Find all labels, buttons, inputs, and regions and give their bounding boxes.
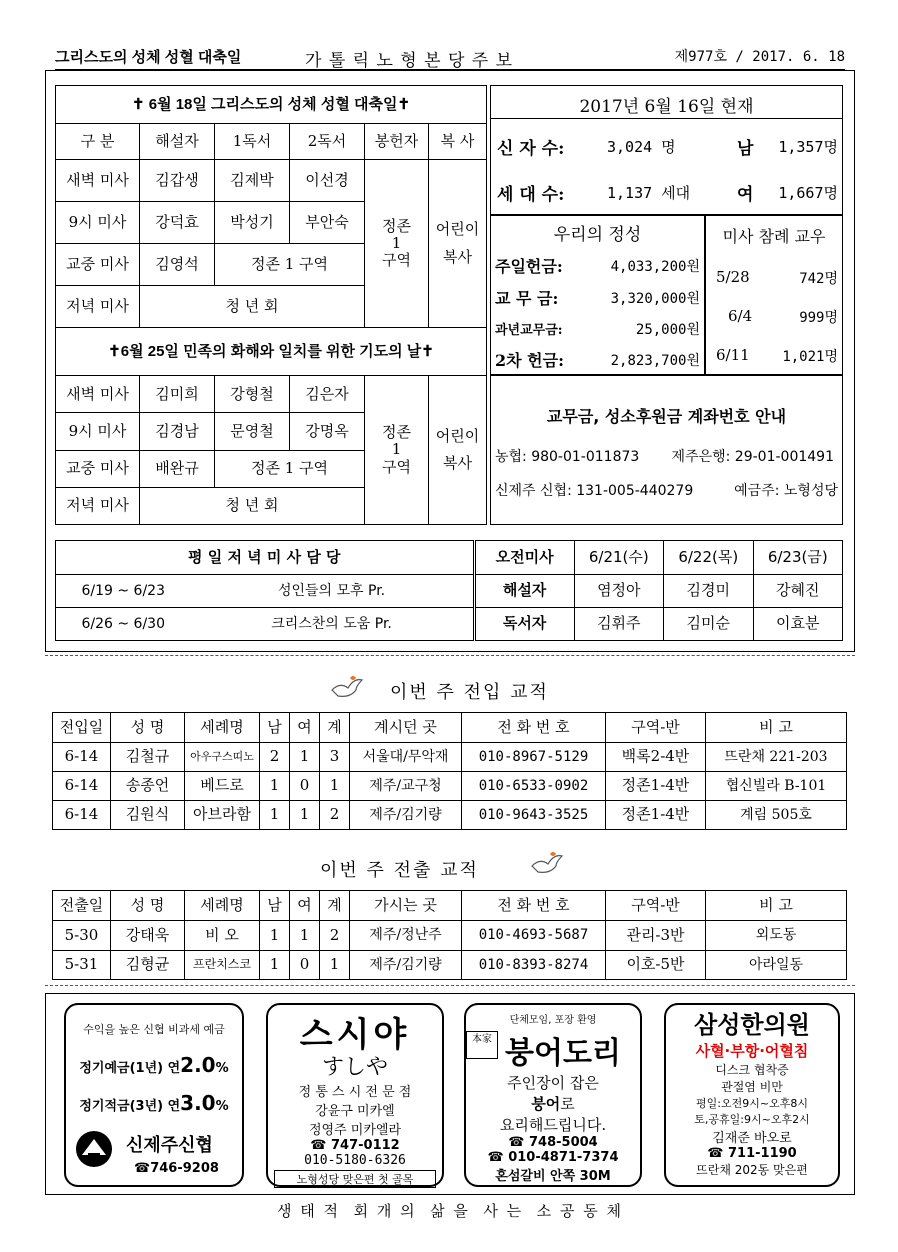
- offertory-cell: 정존 1 구역: [365, 376, 429, 525]
- morning-date: 6/22(목): [664, 541, 753, 575]
- ad4-doctor: 김재준 바오로: [712, 1131, 792, 1146]
- ad3-title: 붕어도리: [505, 1036, 621, 1071]
- ad1-name: 신제주신협: [126, 1135, 213, 1156]
- attendance-block: [705, 215, 843, 375]
- col-header: 비 고: [706, 713, 847, 743]
- ad4-sub: 사혈·부항·어혈침: [695, 1042, 809, 1060]
- divider: [45, 985, 855, 986]
- col-header: 남: [260, 891, 290, 921]
- offering-value: 4,033,200원: [610, 259, 700, 275]
- attendance-date: 6/4: [728, 307, 753, 325]
- cell: 강덕효: [140, 202, 215, 244]
- ad4-line: 디스크 협착증: [715, 1063, 789, 1077]
- role-label: 독서자: [474, 608, 574, 641]
- cell: 부안숙: [290, 202, 365, 244]
- table-row: 6-14 송종언 베드로 1 0 1 제주/교구청 010-6533-0902 정존1-4반 협신빌라 B-101: [53, 772, 847, 801]
- cell: 이효분: [753, 608, 842, 641]
- female-label: 여: [737, 185, 754, 205]
- col-header: 계: [320, 891, 350, 921]
- cell: 김미희: [140, 376, 215, 413]
- header-feast: 그리스도의 성체 성혈 대축일: [55, 49, 242, 66]
- attendance-count: 999명: [799, 310, 838, 326]
- ad2-mobile: 010-5180-6326: [304, 1153, 406, 1168]
- ad1-top: 수익을 높은 신협 비과세 예금: [83, 1023, 225, 1036]
- shinhyup-logo-icon: [74, 1129, 114, 1169]
- offering-block: [490, 215, 705, 375]
- weekday-group: 크리스찬의 도움 Pr.: [191, 608, 475, 641]
- cell: 김경남: [140, 413, 215, 450]
- col-header: 전 화 번 호: [462, 891, 606, 921]
- col-header: 비 고: [706, 891, 847, 921]
- morning-date: 6/23(금): [753, 541, 842, 575]
- cell: 김은자: [290, 376, 365, 413]
- households-count: 1,137 세대: [607, 184, 691, 202]
- mass-schedule-2: [55, 327, 487, 525]
- dove-icon: [330, 672, 364, 702]
- cell: 김휘주: [574, 608, 663, 641]
- header-cell: 구 분: [56, 124, 140, 160]
- cell: 김미순: [664, 608, 753, 641]
- ad2-owner: 정영주 미카엘라: [308, 1123, 402, 1138]
- moveout-heading: [320, 848, 580, 882]
- mass-time: 새벽 미사: [56, 376, 140, 413]
- cell: 문영철: [215, 413, 290, 450]
- col-header: 전출일: [53, 891, 111, 921]
- col-header: 여: [290, 891, 320, 921]
- account-jeju: 제주은행: 29-01-001491: [671, 449, 834, 465]
- morning-header: 오전미사: [474, 541, 574, 575]
- movein-heading: [330, 672, 590, 706]
- offering-label: 2차 헌금:: [495, 351, 564, 370]
- cell: 염정아: [574, 575, 663, 608]
- header-title: 가 톨 릭 노 형 본 당 주 보: [305, 51, 514, 71]
- ad2-owner: 강윤구 미카엘: [315, 1104, 395, 1119]
- ad3-line: 요리해드립니다.: [499, 1116, 607, 1134]
- ad3-top: 단체모임, 포장 환영: [509, 1015, 597, 1026]
- ad4-title: 삼성한의원: [694, 1011, 810, 1039]
- cell: 김경미: [664, 575, 753, 608]
- ad3-tel: ☎ 748-5004: [508, 1135, 598, 1150]
- attendance-count: 742명: [799, 271, 838, 287]
- ad2-sub: 정 통 스 시 전 문 점: [298, 1085, 412, 1100]
- believers-label: 신 자 수:: [497, 139, 565, 159]
- mass-time: 교중 미사: [56, 450, 140, 487]
- weekday-mass: [55, 540, 843, 640]
- offering-value: 25,000원: [635, 322, 700, 338]
- divider: [45, 655, 855, 656]
- col-header: 전입일: [53, 713, 111, 743]
- ad-shinhyup: 수익을 높은 신협 비과세 예금 정기예금(1년) 연2.0% 정기적금(3년) 연3.0% 신제주신협 ☎746-9208: [64, 1003, 244, 1187]
- mass-time: 9시 미사: [56, 202, 140, 244]
- offering-value: 2,823,700원: [610, 353, 700, 369]
- ad2-tel: ☎ 747-0112: [310, 1138, 400, 1153]
- col-header: 전 화 번 호: [462, 713, 606, 743]
- cell: 강형철: [215, 376, 290, 413]
- header-issue: 제977호 / 2017. 6. 18: [674, 49, 845, 65]
- weekday-group: 성인들의 모후 Pr.: [191, 575, 475, 608]
- cell: 강혜진: [753, 575, 842, 608]
- header-cell: 봉헌자: [365, 124, 429, 160]
- col-header: 성 명: [111, 891, 185, 921]
- schedule2-title: ✝6월 25일 민족의 화해와 일치를 위한 기도의 날✝: [56, 328, 487, 376]
- attendance-date: 6/11: [716, 346, 750, 364]
- weekday-range: 6/19 ~ 6/23: [56, 575, 191, 608]
- weekday-title: 평 일 저 녁 미 사 담 당: [56, 541, 475, 575]
- stats-date: 2017년 6월 16일 현재: [579, 97, 754, 117]
- mass-time: 새벽 미사: [56, 160, 140, 202]
- mass-time: 9시 미사: [56, 413, 140, 450]
- weekday-range: 6/26 ~ 6/30: [56, 608, 191, 641]
- cell: 김영석: [140, 244, 215, 286]
- schedule1-title: ✝ 6월 18일 그리스도의 성체 성혈 대축일✝: [56, 86, 487, 124]
- ad2-jp: すしや: [321, 1055, 388, 1080]
- ad3-mobile: ☎ 010-4871-7374: [487, 1150, 619, 1165]
- account-shinhyup: 신제주 신협: 131-005-440279: [495, 483, 694, 499]
- male-label: 남: [737, 139, 754, 159]
- ad1-tel: ☎746-9208: [134, 1161, 219, 1176]
- ad3-location: 혼섬갈비 안쪽 30M: [495, 1169, 611, 1184]
- header-cell: 1독서: [215, 124, 290, 160]
- col-header: 계시던 곳: [350, 713, 462, 743]
- table-row: 5-30 강태욱 비 오 1 1 2 제주/정난주 010-4693-5687 관리-3반 외도동: [53, 921, 847, 950]
- bulletin-header: [55, 42, 845, 71]
- cell: 박성기: [215, 202, 290, 244]
- mass-schedule-1: [55, 85, 487, 327]
- offering-value: 3,320,000원: [610, 291, 700, 307]
- account-info: [490, 375, 843, 525]
- role-label: 해설자: [474, 575, 574, 608]
- mass-time: 교중 미사: [56, 244, 140, 286]
- cell: 이선경: [290, 160, 365, 202]
- cell: 청 년 회: [140, 286, 365, 328]
- households-label: 세 대 수:: [497, 185, 565, 205]
- ad2-title: 스시야: [299, 1015, 411, 1055]
- col-header: 성 명: [111, 713, 185, 743]
- col-header: 구역-반: [606, 713, 706, 743]
- moveout-table: [52, 890, 847, 980]
- account-nh: 농협: 980-01-011873: [495, 449, 640, 465]
- col-header: 세례명: [185, 713, 260, 743]
- ad3-line: 주인장이 잡은: [507, 1074, 599, 1092]
- female-count: 1,667명: [778, 184, 838, 202]
- server-cell: 어린이 복사: [429, 376, 487, 525]
- col-header: 남: [260, 713, 290, 743]
- account-holder: 예금주: 노형성당: [734, 483, 838, 499]
- col-header: 구역-반: [606, 891, 706, 921]
- col-header: 여: [290, 713, 320, 743]
- ad4-location: 뜨란채 202동 맞은편: [696, 1163, 808, 1177]
- cell: 청 년 회: [140, 487, 365, 524]
- ad-samsung-clinic: [664, 1003, 840, 1187]
- footer-motto: 생 태 적 회 개 의 삶 을 사 는 소 공 동 체: [277, 1202, 623, 1220]
- ad-sushiya: [266, 1003, 444, 1187]
- offering-label: 주일헌금:: [495, 257, 563, 276]
- col-header: 계: [320, 713, 350, 743]
- ad3-stamp: 本家: [466, 1031, 498, 1059]
- moveout-title: 이번 주 전출 교적: [320, 860, 479, 881]
- account-title: 교무금, 성소후원금 계좌번호 안내: [546, 407, 787, 426]
- ad4-tel: ☎ 711-1190: [707, 1146, 797, 1161]
- dove-icon: [530, 848, 564, 878]
- male-count: 1,357명: [778, 138, 838, 156]
- attendance-count: 1,021명: [782, 349, 838, 365]
- morning-date: 6/21(수): [574, 541, 663, 575]
- cell: 배완규: [140, 450, 215, 487]
- believers-count: 3,024 명: [607, 138, 676, 156]
- cell: 정존 1 구역: [215, 450, 365, 487]
- movein-table: [52, 712, 847, 830]
- header-cell: 해설자: [140, 124, 215, 160]
- ad4-line: 토,공휴일:9시~오후2시: [694, 1113, 810, 1126]
- ad4-line: 관절염 비만: [721, 1080, 783, 1094]
- ad4-line: 평일:오전9시~오후8시: [696, 1097, 808, 1110]
- ad-bungeodori: 단체모임, 포장 환영 本家 붕어도리 주인장이 잡은 붕어로 요리해드립니다. ☎ 748-5004 ☎ 010-4871-7374 혼섬갈비 안쪽 30M: [464, 1003, 642, 1187]
- col-header: 세례명: [185, 891, 260, 921]
- cell: 김갑생: [140, 160, 215, 202]
- mass-time: 저녁 미사: [56, 487, 140, 524]
- header-cell: 복 사: [429, 124, 487, 160]
- cell: 김제박: [215, 160, 290, 202]
- offertory-cell: 정존 1 구역: [365, 160, 429, 328]
- mass-time: 저녁 미사: [56, 286, 140, 328]
- cell: 강명옥: [290, 413, 365, 450]
- offering-label: 교 무 금:: [495, 289, 559, 308]
- table-row: 6-14 김철규 아우구스띠노 2 1 3 서울대/무악재 010-8967-5129 백록2-4반 뜨란채 221-203: [53, 743, 847, 772]
- attendance-date: 5/28: [716, 268, 750, 286]
- table-row: 6-14 김원식 아브라함 1 1 2 제주/김기량 010-9643-3525 정존1-4반 계림 505호: [53, 801, 847, 830]
- cell: 정존 1 구역: [215, 244, 365, 286]
- parish-stats: [490, 85, 843, 215]
- offering-title: 우리의 정성: [553, 225, 642, 245]
- attendance-title: 미사 참례 교우: [722, 227, 826, 246]
- server-cell: 어린이 복사: [429, 160, 487, 328]
- header-cell: 2독서: [290, 124, 365, 160]
- movein-title: 이번 주 전입 교적: [390, 682, 549, 703]
- table-row: 5-31 김형균 프란치스코 1 0 1 제주/김기량 010-8393-8274 이호-5반 아라일동: [53, 950, 847, 979]
- ad2-location: 노형성당 맞은편 첫 골목: [274, 1170, 436, 1188]
- col-header: 가시는 곳: [350, 891, 462, 921]
- offering-label: 과년교무금:: [495, 323, 563, 338]
